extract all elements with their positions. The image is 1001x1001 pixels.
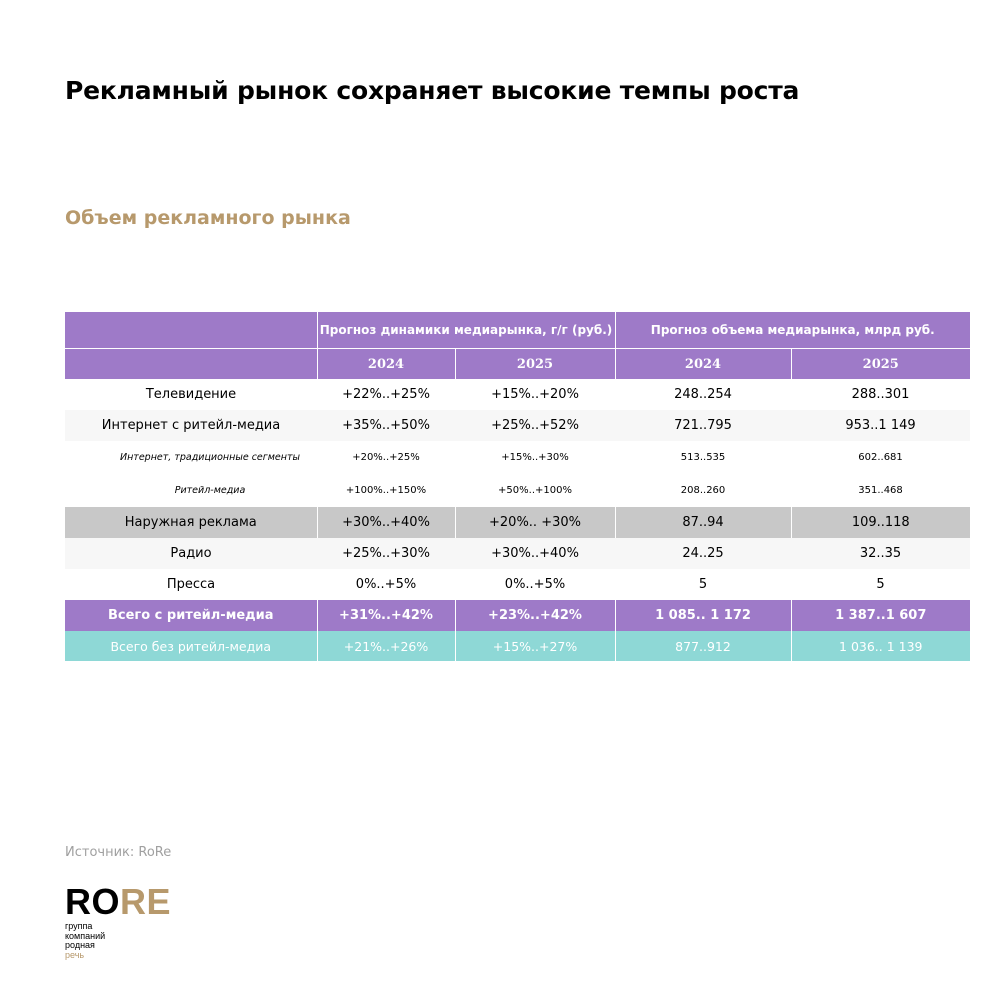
cell-value: +22%..+25% [342,387,430,402]
header-volume-forecast: Прогноз объема медиарынка, млрд руб. [615,312,970,349]
cell-value: 0%..+5% [355,577,417,592]
ad-market-table [65,312,970,661]
table-row-outdoor [65,507,970,538]
cell-value: 351..468 [858,485,903,496]
cell-value: 5 [698,577,708,592]
table-row-press [65,569,970,600]
cell-value: +100%..+150% [345,485,427,496]
cell-value: +25%..+52% [455,410,615,441]
row-label: Интернет, традиционные сегменты [119,452,301,463]
logo-tagline-line: компаний [65,930,106,941]
row-label: Пресса [166,577,216,592]
table-year-header-row [65,349,970,380]
logo-word-part-gold: RE [120,881,172,922]
cell-value: +20%..+25% [352,452,420,463]
table-row-retail-media [65,474,970,507]
cell-value: 602..681 [858,452,903,463]
cell-value: 953..1 149 [791,410,970,441]
cell-value: 1 085.. 1 172 [615,600,791,631]
table-row-internet [65,410,970,441]
cell-value: +15%..+20% [491,387,579,402]
section-subtitle: Объем рекламного рынка [65,207,351,229]
cell-value: 248..254 [674,387,732,402]
cell-value: 5 [876,577,885,592]
table-row-total-without-retail [65,631,970,661]
cell-value: +30%..+40% [455,538,615,569]
logo-tagline-line: родная [65,940,95,950]
cell-value: 0%..+5% [504,577,566,592]
table-row-internet-traditional [65,441,970,474]
cell-value: +23%..+42% [455,600,615,631]
header-year: 2025 [455,349,615,380]
cell-value: 877..912 [615,631,791,661]
cell-value: 32..35 [791,538,970,569]
logo-word-part-dark: RO [65,881,120,922]
cell-value: +31%..+42% [317,600,455,631]
row-label: Всего без ритейл-медиа [65,631,317,661]
cell-value: 721..795 [615,410,791,441]
header-year-empty [65,349,317,380]
cell-value: +21%..+26% [317,631,455,661]
cell-value: +30%..+40% [317,507,455,538]
table-row-total-with-retail [65,600,970,631]
page-title: Рекламный рынок сохраняет высокие темпы роста [65,76,800,105]
table-group-header-row [65,312,970,349]
cell-value: +20%.. +30% [455,507,615,538]
cell-value: 1 387..1 607 [791,600,970,631]
row-label: Наружная реклама [65,507,317,538]
cell-value: +25%..+30% [317,538,455,569]
rore-logo [65,881,172,960]
table-row-tv [65,379,970,410]
cell-value: 208..260 [680,485,726,496]
cell-value: 109..118 [791,507,970,538]
row-label: Всего с ритейл-медиа [65,600,317,631]
cell-value: 513..535 [680,452,726,463]
cell-value: 1 036.. 1 139 [791,631,970,661]
header-year: 2024 [317,349,455,380]
header-year: 2024 [615,349,791,380]
cell-value: 87..94 [615,507,791,538]
row-label: Интернет с ритейл-медиа [65,410,317,441]
row-label: Телевидение [145,387,237,402]
logo-wordmark [65,881,172,922]
cell-value: +35%..+50% [317,410,455,441]
logo-tagline [65,922,171,960]
table-row-radio [65,538,970,569]
cell-value: 24..25 [615,538,791,569]
logo-tagline-line: речь [65,949,85,960]
row-label: Ритейл-медиа [174,485,246,496]
row-label: Радио [65,538,317,569]
cell-value: 288..301 [851,387,910,402]
cell-value: +50%..+100% [498,485,572,496]
cell-value: +15%..+27% [455,631,615,661]
header-empty-cell [65,312,317,349]
header-dynamics-forecast: Прогноз динамики медиарынка, г/г (руб.) [317,312,615,349]
header-year: 2025 [791,349,970,380]
source-note: Источник: RoRe [65,845,172,860]
cell-value: +15%..+30% [501,452,569,463]
logo-tagline-line: группа [65,921,93,931]
